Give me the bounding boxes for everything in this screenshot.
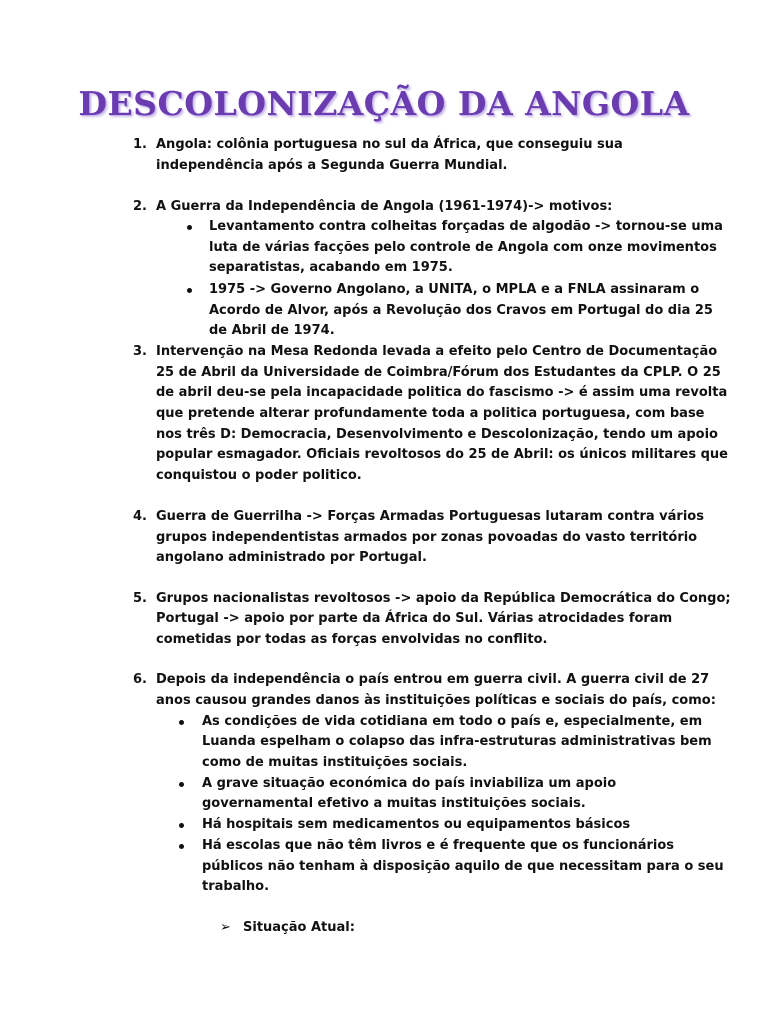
bullet-icon (179, 782, 184, 787)
paragraph-line: que pretende alterar profundamente toda a politica portuguesa, com base (156, 406, 705, 421)
bullet-icon (179, 720, 184, 725)
paragraph-line: de abril deu-se pela incapacidade politica do fascismo -> é assim uma revolta (156, 385, 728, 400)
bullet-icon (179, 844, 184, 849)
paragraph-line: angolano administrado por Portugal. (156, 550, 427, 565)
bullet-line: As condições de vida cotidiana em todo o país e, especialmente, em (202, 714, 703, 729)
bullet-icon (187, 288, 192, 293)
paragraph-line: cometidas por todas as forças envolvidas no conflito. (156, 632, 548, 647)
bullet-icon (179, 823, 184, 828)
arrow-bullet-icon: ➢ (220, 920, 231, 935)
paragraph-line: nos três D: Democracia, Desenvolvimento e Descolonização, tendo um apoio (156, 427, 718, 442)
bullet-line: Há hospitais sem medicamentos ou equipamentos básicos (202, 817, 631, 832)
paragraph-line: Grupos nacionalistas revoltosos -> apoio da República Democrática do Congo; (156, 591, 731, 606)
paragraph-line: Angola: colônia portuguesa no sul da África, que conseguiu sua (156, 137, 623, 152)
paragraph-line: conquistou o poder politico. (156, 468, 362, 483)
list-number: 4. (133, 509, 147, 524)
bullet-line: 1975 -> Governo Angolano, a UNITA, o MPLA e a FNLA assinaram o (209, 282, 700, 297)
bullet-line: separatistas, acabando em 1975. (209, 260, 453, 275)
list-number: 2. (133, 199, 147, 214)
paragraph-line: Guerra de Guerrilha -> Forças Armadas Portuguesas lutaram contra vários (156, 509, 704, 524)
paragraph-line: Intervenção na Mesa Redonda levada a efeito pelo Centro de Documentação (156, 344, 718, 359)
paragraph-line: independência após a Segunda Guerra Mundial. (156, 158, 508, 173)
bullet-line: Há escolas que não têm livros e é frequente que os funcionários (202, 838, 675, 853)
bullet-line: públicos não tenham à disposição aquilo de que necessitam para o seu (202, 859, 724, 874)
section-label: Situação Atual: (243, 920, 355, 935)
bullet-line: trabalho. (202, 879, 270, 894)
paragraph-line: grupos independentistas armados por zonas povoadas do vasto território (156, 530, 698, 545)
bullet-line: Acordo de Alvor, após a Revolução dos Cravos em Portugal do dia 25 (209, 303, 713, 318)
bullet-line: Luanda espelham o colapso das infra-estruturas administrativas bem (202, 734, 712, 749)
paragraph-line: Portugal -> apoio por parte da África do Sul. Várias atrocidades foram (156, 611, 673, 626)
paragraph-line: popular esmagador. Oficiais revoltosos do 25 de Abril: os únicos militares que (156, 447, 728, 462)
list-number: 6. (133, 672, 147, 687)
page-title: DESCOLONIZAÇÃO DA ANGOLA (78, 84, 690, 123)
bullet-line: A grave situação económica do país inviabiliza um apoio (202, 776, 617, 791)
bullet-line: luta de várias facções pelo controle de Angola com onze movimentos (209, 240, 717, 255)
bullet-line: de Abril de 1974. (209, 323, 335, 338)
paragraph-line: anos causou grandes danos às instituições políticas e sociais do país, como: (156, 693, 716, 708)
bullet-icon (187, 225, 192, 230)
list-number: 3. (133, 344, 147, 359)
paragraph-line: Depois da independência o país entrou em guerra civil. A guerra civil de 27 (156, 672, 710, 687)
bullet-line: como de muitas instituições sociais. (202, 755, 468, 770)
paragraph-line: 25 de Abril da Universidade de Coimbra/Fórum dos Estudantes da CPLP. O 25 (156, 365, 721, 380)
bullet-line: governamental efetivo a muitas instituições sociais. (202, 796, 586, 811)
list-number: 5. (133, 591, 147, 606)
list-number: 1. (133, 137, 147, 152)
paragraph-line: A Guerra da Independência de Angola (1961-1974)-> motivos: (156, 199, 613, 214)
bullet-line: Levantamento contra colheitas forçadas de algodão -> tornou-se uma (209, 219, 723, 234)
